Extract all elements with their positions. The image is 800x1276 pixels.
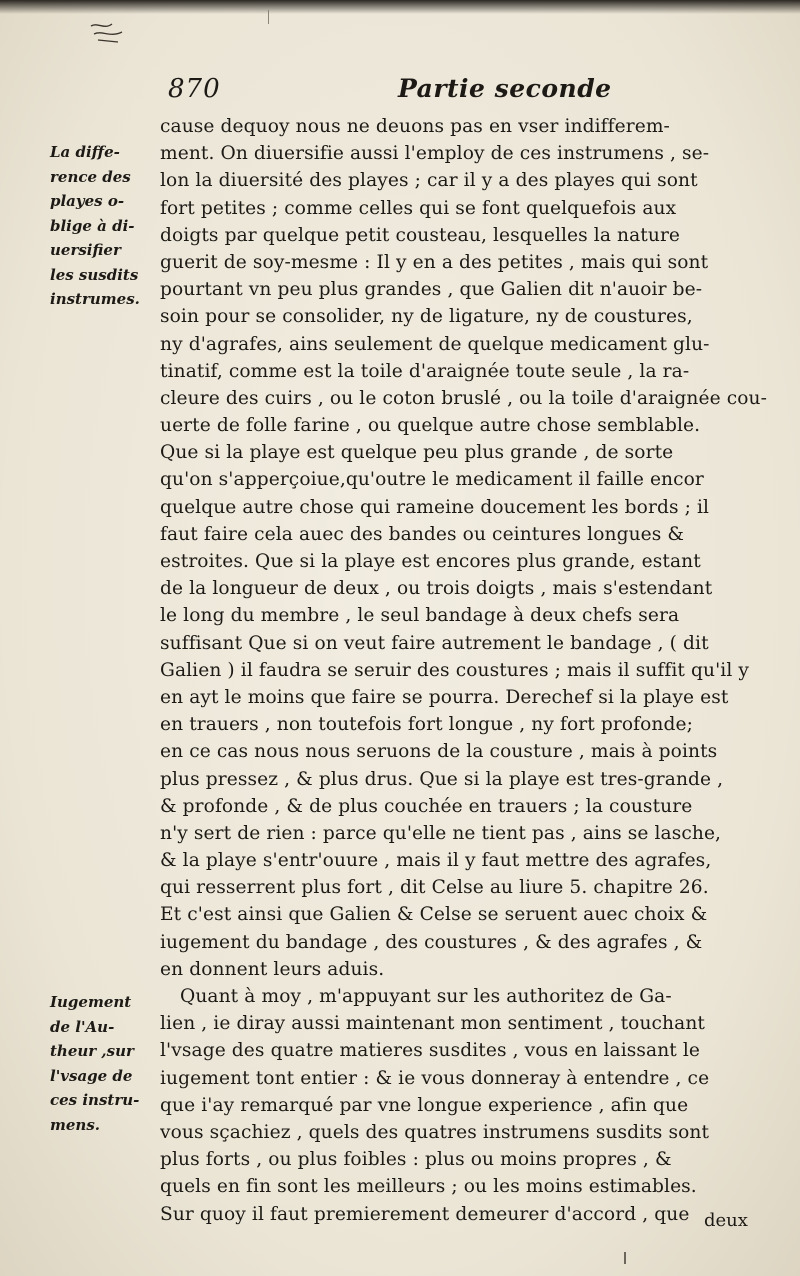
text-line: uerte de folle farine , ou quelque autre chose semblable. xyxy=(160,415,701,437)
running-title: Partie seconde xyxy=(398,74,612,103)
text-line: tinatif, comme est la toile d'araignée toute seule , la ra- xyxy=(160,360,690,382)
margin-note-line: de l'Au- xyxy=(50,1017,115,1036)
text-line: & la playe s'entr'ouure , mais il y faut mettre des agrafes, xyxy=(160,850,712,872)
text-line: en ayt le moins que faire se pourra. Derechef si la playe est xyxy=(160,686,729,708)
text-line: Galien ) il faudra se seruir des coustures ; mais il suffit qu'il y xyxy=(160,659,750,681)
margin-note-line: La diffe- xyxy=(50,143,120,161)
text-line: & profonde , & de plus couchée en trauers ; la cousture xyxy=(160,795,693,817)
text-line: vous sçachiez , quels des quatres instrumens susdits sont xyxy=(160,1121,710,1143)
text-line: suffisant Que si on veut faire autrement le bandage , ( dit xyxy=(160,632,709,654)
text-line: l'vsage des quatre matieres susdites , vous en laissant le xyxy=(160,1040,701,1062)
margin-note-line: theur ,sur xyxy=(50,1042,134,1060)
text-line: qu'on s'apperçoiue,qu'outre le medicament il faille encor xyxy=(160,469,704,491)
text-line: plus pressez , & plus drus. Que si la playe est tres-grande , xyxy=(160,768,724,790)
text-line: plus forts , ou plus foibles : plus ou moins propres , & xyxy=(160,1149,672,1171)
margin-note-line: mens. xyxy=(50,1115,100,1134)
text-line: n'y sert de rien : parce qu'elle ne tient pas , ains se lasche, xyxy=(160,822,722,844)
text-line: Et c'est ainsi que Galien & Celse se seruent auec choix & xyxy=(160,904,708,926)
text-line: Sur quoy il faut premierement demeurer d'accord , que xyxy=(160,1203,690,1225)
text-line: de la longueur de deux , ou trois doigts , mais s'estendant xyxy=(160,578,713,600)
text-line: en ce cas nous nous seruons de la cousture , mais à points xyxy=(160,741,718,763)
text-line: le long du membre , le seul bandage à deux chefs sera xyxy=(160,605,680,627)
text-line: estroites. Que si la playe est encores plus grande, estant xyxy=(160,551,701,572)
text-line: quelque autre chose qui rameine doucement les bords ; il xyxy=(160,496,710,518)
page-number: 870 xyxy=(168,74,221,104)
margin-note-line: uersifier xyxy=(50,241,121,259)
text-line: en donnent leurs aduis. xyxy=(160,958,385,980)
binding-shadow xyxy=(0,0,800,14)
text-line: que i'ay remarqué par vne longue experience , afin que xyxy=(160,1094,689,1116)
text-line: ment. On diuersifie aussi l'employ de ces instrumens , se- xyxy=(160,143,710,165)
text-line: doigts par quelque petit cousteau, lesquelles la nature xyxy=(160,224,681,246)
text-line: lien , ie diray aussi maintenant mon sentiment , touchant xyxy=(160,1013,705,1035)
text-line: qui resserrent plus fort , dit Celse au liure 5. chapitre 26. xyxy=(160,877,709,899)
ink-mark xyxy=(624,1252,626,1264)
text-line: cleure des cuirs , ou le coton bruslé , ou la toile d'araignée cou- xyxy=(160,387,767,409)
margin-note-line: l'vsage de xyxy=(50,1066,133,1085)
margin-note-line: blige à di- xyxy=(50,216,135,235)
text-line: en trauers , non toutefois fort longue , ny fort profonde; xyxy=(160,714,693,736)
text-line: quels en fin sont les meilleurs ; ou les moins estimables. xyxy=(160,1176,697,1198)
text-line: guerit de soy-mesme : Il y en a des petites , mais qui sont xyxy=(160,251,709,273)
catchword: deux xyxy=(704,1210,748,1231)
ink-scribble xyxy=(88,18,126,46)
margin-note-line: rence des xyxy=(50,167,131,186)
text-line: iugement tont entier : & ie vous donneray à entendre , ce xyxy=(160,1067,710,1089)
text-line: cause dequoy nous ne deuons pas en vser indifferem- xyxy=(160,116,670,137)
text-line: ny d'agrafes, ains seulement de quelque medicament glu- xyxy=(160,333,710,355)
text-line: Que si la playe est quelque peu plus grande , de sorte xyxy=(160,442,674,464)
text-line: lon la diuersité des playes ; car il y a des playes qui sont xyxy=(160,170,698,192)
text-line: fort petites ; comme celles qui se font quelquefois aux xyxy=(160,197,677,219)
margin-note-line: Iugement xyxy=(50,993,132,1011)
margin-note-line: instrumes. xyxy=(50,290,140,308)
margin-note-line: ces instru- xyxy=(50,1091,140,1109)
margin-note-line: les susdits xyxy=(50,265,139,284)
text-line: faut faire cela auec des bandes ou ceintures longues & xyxy=(160,523,685,545)
margin-note-judgement xyxy=(50,990,154,1137)
text-line: iugement du bandage , des coustures , & des agrafes , & xyxy=(160,931,703,953)
text-line: pourtant vn peu plus grandes , que Galien dit n'auoir be- xyxy=(160,279,703,301)
margin-note-difference xyxy=(50,140,154,312)
text-line: Quant à moy , m'appuyant sur les authoritez de Ga- xyxy=(180,986,672,1007)
gutter-mark xyxy=(268,10,269,24)
margin-note-line: playes o- xyxy=(50,192,125,210)
text-line: soin pour se consolider, ny de ligature, ny de coustures, xyxy=(160,306,693,328)
body-text xyxy=(160,113,772,1228)
